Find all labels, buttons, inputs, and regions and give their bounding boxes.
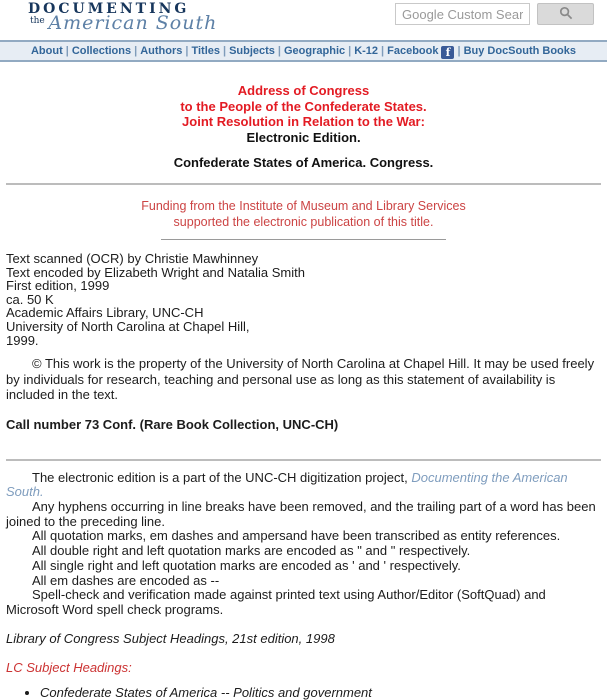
logo-documenting-text: DOCUMENTING [28, 1, 190, 17]
nav-item-collections[interactable]: Collections [71, 45, 132, 57]
title-edition-line: Electronic Edition. [246, 129, 361, 145]
credit-line: 1999. [6, 332, 39, 348]
copyright-statement: © This work is the property of the University of North Carolina at Chapel Hill. It may be used freely by individuals for research, teaching and personal use as long as this statement of availability is included in the text. [6, 356, 595, 403]
nav-separator: | [277, 45, 281, 57]
subject-list [6, 685, 601, 700]
project-intro-text: The electronic edition is a part of the UNC-CH digitization project, [32, 469, 412, 485]
credit-line: Text scanned (OCR) by Christie Mawhinney [6, 251, 259, 266]
search-icon [559, 6, 573, 23]
nav-item-subjects[interactable]: Subjects [229, 45, 275, 57]
documenting-american-south-link[interactable]: Documenting the American South. [6, 469, 568, 500]
nav-separator: | [65, 45, 69, 57]
note-paragraph: All double right and left quotation marks are encoded as " and " respectively. [32, 543, 471, 559]
logo-american-south-text: American South [48, 12, 218, 34]
search-button[interactable] [537, 3, 594, 25]
nav-item-about[interactable]: About [30, 45, 63, 57]
credits-block [6, 252, 601, 347]
nav-item-authors[interactable]: Authors [140, 45, 183, 57]
note-paragraph: Spell-check and verification made against printed text using Author/Editor (SoftQuad) and Microsoft Word spell check programs. [6, 587, 546, 617]
nav-separator: | [134, 45, 138, 57]
nav-separator: | [381, 45, 385, 57]
search-input[interactable] [395, 3, 530, 25]
nav-item-facebook[interactable]: Facebook [387, 45, 439, 57]
lcsh-source-line: Library of Congress Subject Headings, 21st edition, 1998 [6, 630, 335, 646]
main-navigation [0, 40, 607, 62]
funding-line-2: supported the electronic publication of this title. [173, 215, 434, 229]
docsouth-logo[interactable] [28, 2, 217, 33]
edition-notes [6, 471, 601, 618]
main-content [0, 83, 607, 700]
call-number: Call number 73 Conf. (Rare Book Collection, UNC-CH) [6, 416, 339, 432]
site-header [0, 0, 607, 40]
nav-item-k12[interactable]: K-12 [354, 45, 379, 57]
funding-note [6, 198, 601, 230]
title-line-2: to the People of the Confederate States. [180, 98, 427, 114]
credit-line: Academic Affairs Library, UNC-CH [6, 305, 204, 321]
nav-separator: | [185, 45, 189, 57]
short-divider [161, 239, 447, 240]
search-area [395, 3, 594, 25]
note-paragraph: Any hyphens occurring in line breaks have been removed, and the trailing part of a word has been joined to the preceding line. [6, 499, 596, 529]
credit-line: Text encoded by Elizabeth Wright and Natalia Smith [6, 264, 305, 280]
divider [6, 183, 601, 185]
note-paragraph: All quotation marks, em dashes and ampersand have been transcribed as entity references. [32, 528, 561, 544]
subject-item: • Confederate States of America -- Politics and government [40, 685, 601, 700]
digitization-project-line [6, 471, 601, 500]
nav-item-geographic[interactable]: Geographic [284, 45, 346, 57]
note-paragraph: All single right and left quotation marks are encoded as ' and ' respectively. [32, 557, 461, 573]
credit-line: First edition, 1999 [6, 278, 110, 294]
divider [6, 459, 601, 461]
credit-line: University of North Carolina at Chapel Hill, [6, 318, 250, 334]
nav-separator: | [457, 45, 461, 57]
note-paragraph: All em dashes are encoded as -- [32, 572, 220, 588]
document-title [6, 83, 601, 145]
author-line: Confederate States of America. Congress. [173, 155, 434, 170]
funding-line-1: Funding from the Institute of Museum and Library Services [141, 199, 466, 213]
nav-item-titles[interactable]: Titles [191, 45, 220, 57]
nav-separator: | [348, 45, 352, 57]
title-line-1: Address of Congress [237, 83, 370, 98]
title-line-3: Joint Resolution in Relation to the War: [182, 114, 425, 129]
credit-line: ca. 50 K [6, 291, 54, 307]
nav-item-buy-docsouth-books[interactable]: Buy DocSouth Books [463, 45, 577, 57]
facebook-icon[interactable]: f [441, 46, 454, 59]
lc-subject-headings-label: LC Subject Headings: [6, 659, 132, 675]
nav-separator: | [222, 45, 227, 57]
logo-the-text: the [30, 16, 45, 26]
